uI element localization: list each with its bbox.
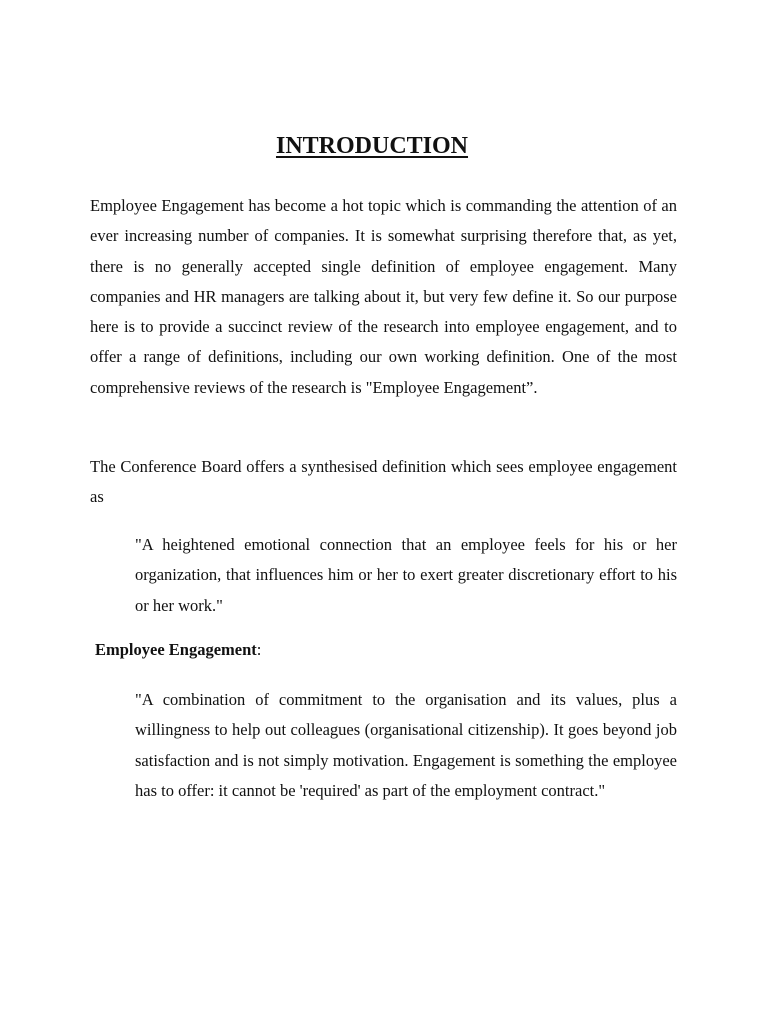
- subheading-label: Employee Engagement: [95, 640, 257, 659]
- conference-board-quote: "A heightened emotional connection that an employee feels for his or her organization, that influences him or her to exert greater discretionary effort to his or her work.": [135, 535, 677, 615]
- subheading-colon: :: [256, 640, 262, 659]
- engagement-definition-quote: "A combination of commitment to the organisation and its values, plus a willingness to help out colleagues (organisational citizenship). It goes beyond job satisfaction and is not simply motivation. Engagement is something the employee has to offer: it cannot be 'required' as part of the employment contract.": [135, 690, 677, 800]
- conference-board-paragraph: The Conference Board offers a synthesised definition which sees employee engagement as: [90, 457, 677, 507]
- intro-paragraph: Employee Engagement has become a hot topic which is commanding the attention of an ever increasing number of companies. It is somewhat surprising therefore that, as yet, there is no generally accepted single definition of employee engagement. Many companies and HR managers are talking about it, but very few define it. So our purpose here is to provide a succinct review of the research into employee engagement, and to offer a range of definitions, including our own working definition. One of the most comprehensive reviews of the research is "Employee Engagement”.: [90, 196, 677, 397]
- page-title: INTRODUCTION: [275, 133, 469, 159]
- section-subheading: [95, 640, 261, 660]
